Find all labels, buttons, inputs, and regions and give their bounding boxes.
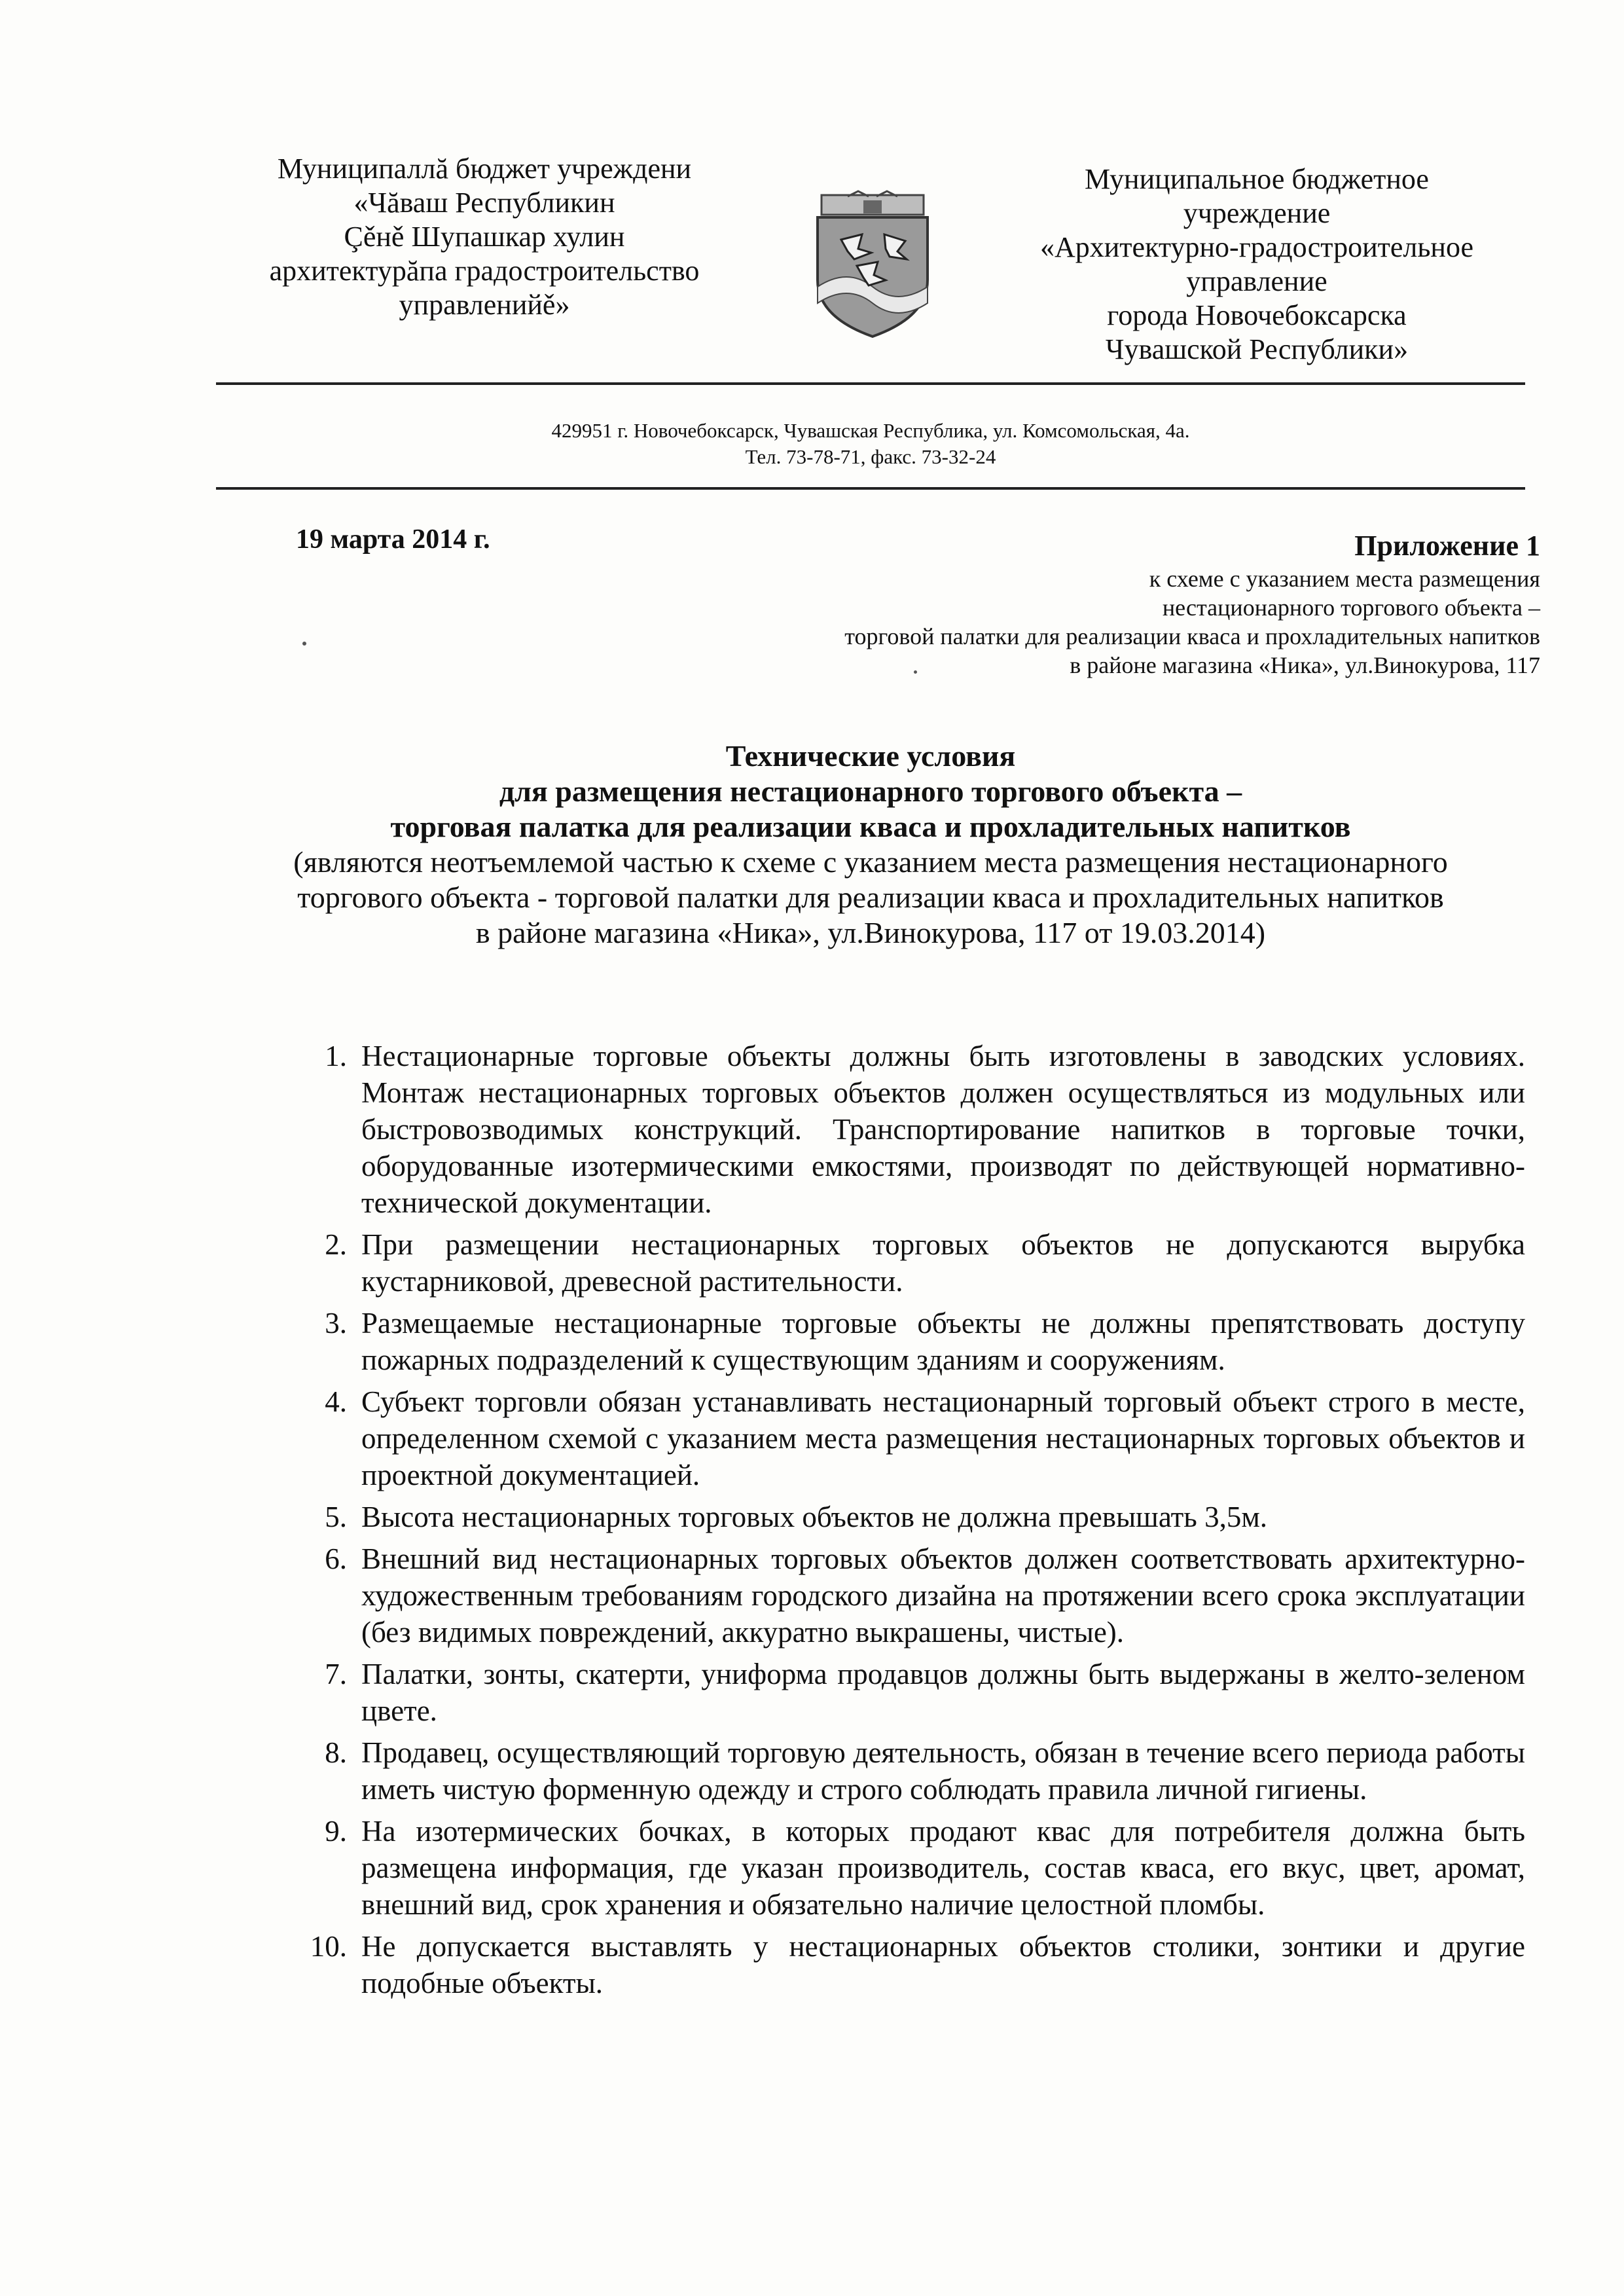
- header-left-chuvash: [216, 152, 753, 322]
- header-right-line: Муниципальное бюджетное: [1085, 163, 1429, 195]
- appendix-title: Приложение 1: [1354, 530, 1540, 562]
- address-block: [216, 418, 1525, 470]
- appendix-line: к схеме с указанием места размещения: [1149, 566, 1540, 592]
- item-text: Субъект торговли обязан устанавливать нестационарный торговый объект строго в месте, определенном схемой с указанием места размещения нестационарных торговых объектов и проектной документацией.: [361, 1385, 1525, 1491]
- document-title: [216, 738, 1525, 951]
- scan-speck: [914, 670, 917, 674]
- list-item: [308, 1305, 1525, 1378]
- list-item: [308, 1928, 1525, 2001]
- list-item: [308, 1813, 1525, 1923]
- header-left-line: «Чăваш Республикин: [353, 187, 615, 219]
- header-divider-top: [216, 382, 1525, 385]
- scan-speck: [302, 642, 306, 646]
- item-text: Не допускается выставлять у нестационарных объектов столики, зонтики и другие подобные объекты.: [361, 1930, 1525, 1999]
- item-number: 2.: [325, 1228, 347, 1261]
- header-right-line: города Новочебоксарска: [1107, 299, 1407, 331]
- subtitle-line: в районе магазина «Ника», ул.Винокурова, 117 от 19.03.2014): [475, 916, 1266, 949]
- appendix-line: торговой палатки для реализации кваса и прохладительных напитков: [844, 623, 1540, 649]
- item-text: Нестационарные торговые объекты должны быть изготовлены в заводских условиях. Монтаж нестационарных торговых объектов должен осуществляться из модульных или быстровозводимых конструкций. Транспортирование напитков в торговые точки, оборудованные изотермическими емкостями, производят по действующей нормативно-технической документации.: [361, 1040, 1525, 1219]
- header-left-line: архитектурăпа градостроительство: [269, 255, 700, 287]
- city-coat-of-arms-icon: [808, 189, 937, 340]
- item-text: При размещении нестационарных торговых объектов не допускаются вырубка кустарниковой, древесной растительности.: [361, 1228, 1525, 1298]
- item-number: 7.: [325, 1658, 347, 1690]
- header-left-line: Муниципаллă бюджет учреждени: [277, 153, 692, 185]
- item-text: Размещаемые нестационарные торговые объекты не должны препятствовать доступу пожарных подразделений к существующим зданиям и сооружениям.: [361, 1307, 1525, 1376]
- phone-line: Тел. 73-78-71, факс. 73-32-24: [745, 445, 996, 468]
- subtitle-line: (являются неотъемлемой частью к схеме с указанием места размещения нестационарного: [293, 845, 1448, 879]
- item-number: 3.: [325, 1307, 347, 1339]
- item-number: 6.: [325, 1542, 347, 1575]
- appendix-block: [624, 528, 1540, 680]
- item-number: 10.: [310, 1930, 347, 1963]
- item-text: Внешний вид нестационарных торговых объектов должен соответствовать архитектурно-художественным требованиям городского дизайна на протяжении всего срока эксплуатации (без видимых повреждений, аккуратно выкрашены, чистые).: [361, 1542, 1525, 1649]
- list-item: [308, 1734, 1525, 1808]
- title-line: Технические условия: [725, 739, 1016, 773]
- appendix-line: нестационарного торгового объекта –: [1162, 594, 1540, 621]
- document-date: 19 марта 2014 г.: [296, 524, 490, 555]
- item-text: Продавец, осуществляющий торговую деятельность, обязан в течение всего периода работы иметь чистую форменную одежду и строго соблюдать правила личной гигиены.: [361, 1736, 1525, 1806]
- header-left-line: управленийě»: [399, 289, 570, 321]
- list-item: [308, 1226, 1525, 1300]
- item-text: Палатки, зонты, скатерти, униформа продавцов должны быть выдержаны в желто-зеленом цвете.: [361, 1658, 1525, 1727]
- item-number: 8.: [325, 1736, 347, 1769]
- item-text: На изотермических бочках, в которых продают квас для потребителя должна быть размещена информация, где указан производитель, состав кваса, его вкус, цвет, аромат, внешний вид, срок хранения и обязательно наличие целостной пломбы.: [361, 1815, 1525, 1921]
- subtitle-line: торгового объекта - торговой палатки для реализации кваса и прохладительных напитков: [297, 881, 1444, 914]
- header-right-line: Чувашской Республики»: [1105, 333, 1409, 365]
- header-right-line: «Архитектурно-градостроительное: [1039, 231, 1474, 263]
- header-divider-bottom: [216, 487, 1525, 490]
- address-line: 429951 г. Новочебоксарск, Чувашская Республика, ул. Комсомольская, 4а.: [551, 419, 1190, 442]
- conditions-list: [308, 1038, 1525, 2007]
- header-right-line: управление: [1186, 265, 1327, 297]
- item-text: Высота нестационарных торговых объектов не должна превышать 3,5м.: [361, 1501, 1268, 1533]
- title-line: для размещения нестационарного торгового объекта –: [499, 774, 1242, 808]
- header-left-line: Çěнě Шупашкар хулин: [344, 221, 625, 253]
- list-item: [308, 1656, 1525, 1729]
- header-right-line: учреждение: [1183, 197, 1331, 229]
- item-number: 4.: [325, 1385, 347, 1418]
- list-item: [308, 1383, 1525, 1493]
- list-item: [308, 1038, 1525, 1221]
- item-number: 1.: [325, 1040, 347, 1072]
- title-line: торговая палатка для реализации кваса и прохладительных напитков: [390, 810, 1351, 843]
- appendix-line: в районе магазина «Ника», ул.Винокурова, 117: [1070, 652, 1540, 678]
- header-right-russian: [1008, 162, 1506, 367]
- item-number: 5.: [325, 1501, 347, 1533]
- list-item: [308, 1540, 1525, 1650]
- item-number: 9.: [325, 1815, 347, 1848]
- list-item: [308, 1499, 1525, 1535]
